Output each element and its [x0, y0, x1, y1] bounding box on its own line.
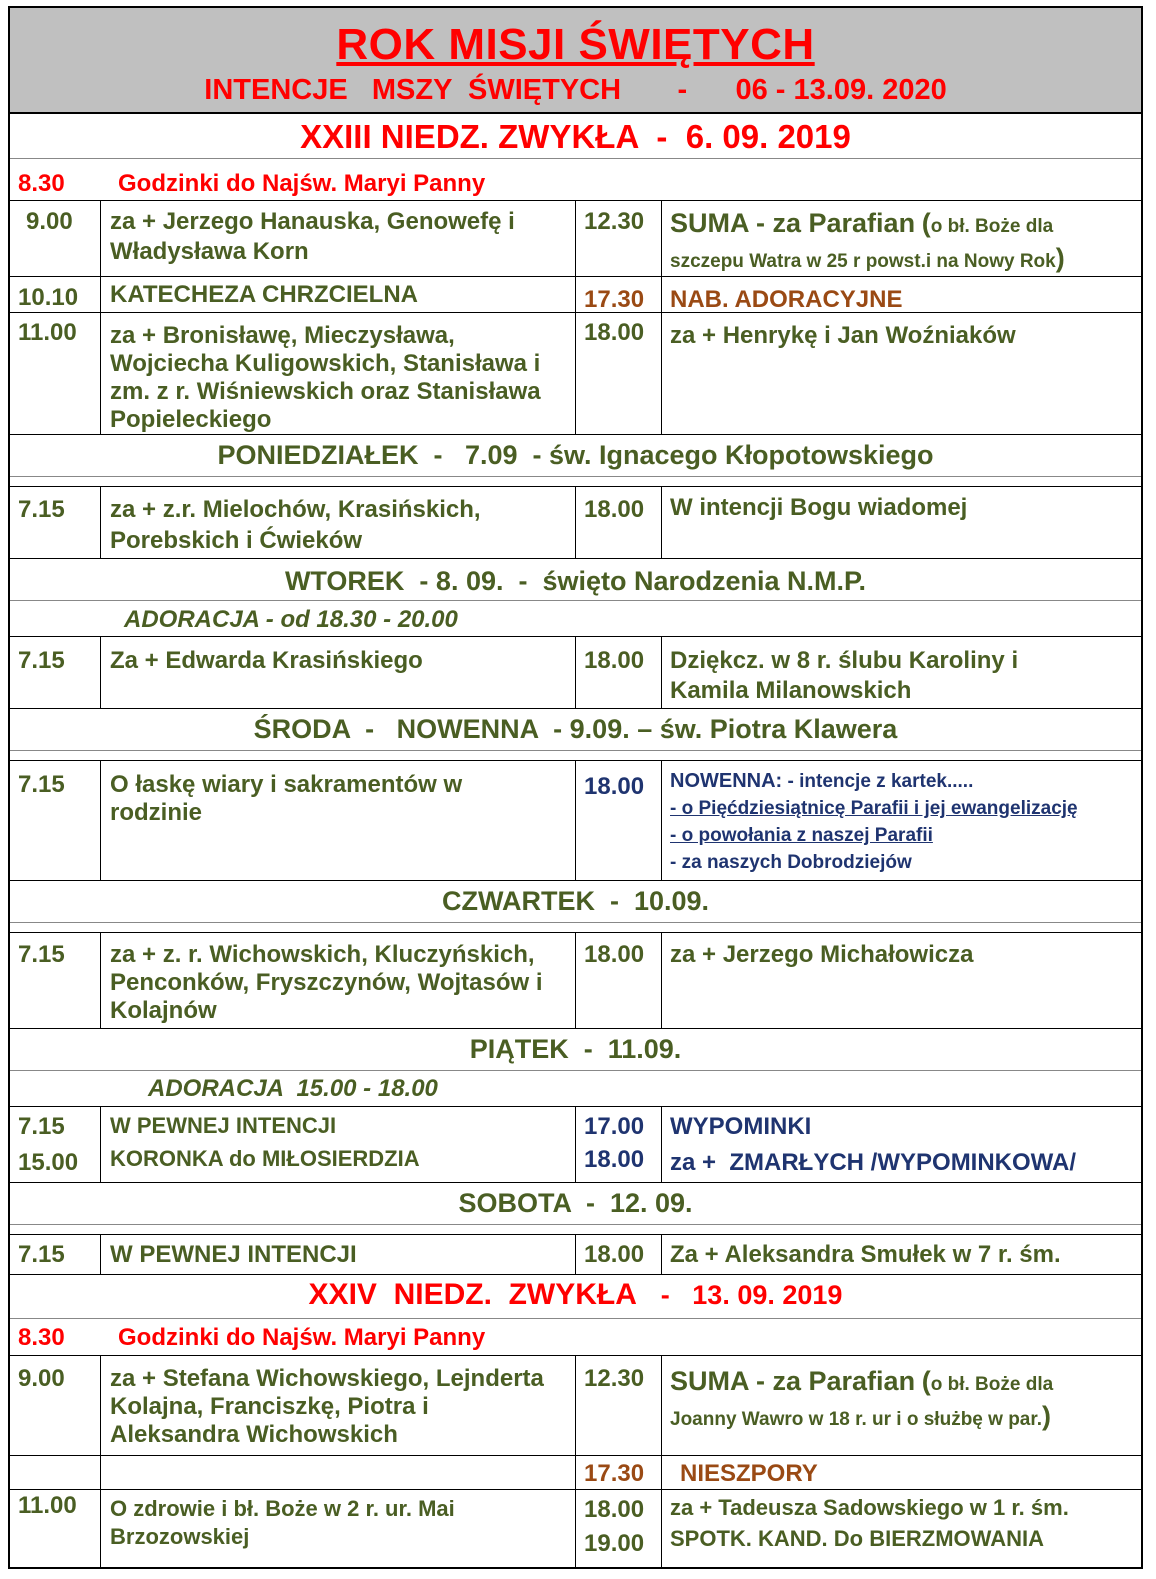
thursday-text-left-2: Penconków, Fryszczynów, Wojtasów i — [110, 969, 543, 996]
sunday2-r3-time-left: 11.00 — [18, 1492, 77, 1519]
friday-text-left-2: KORONKA do MIŁOSIERDZIA — [110, 1146, 420, 1171]
sunday2-r3-text-left-2: Brzozowskiej — [110, 1524, 250, 1549]
sunday1-r2-text-left: KATECHEZA CHRZCIELNA — [110, 281, 418, 308]
sunday2-r3-time-right-2: 19.00 — [584, 1530, 645, 1557]
wednesday-heading: ŚRODA - NOWENNA - 9.09. – św. Piotra Klawera — [253, 714, 898, 744]
sunday2-r1-text-left-3: Aleksandra Wichowskich — [110, 1421, 398, 1448]
sunday1-r1-suma-details: szczepu Watra w 25 r powst.i na Nowy Rok) — [670, 243, 1065, 273]
sunday1-r3-text-right: za + Henrykę i Jan Woźniaków — [670, 322, 1016, 349]
sunday2-r3-text-right-1: za + Tadeusza Sadowskiego w 1 r. śm. — [670, 1495, 1069, 1520]
monday-text-left-2: Porebskich i Ćwieków — [110, 527, 363, 554]
sunday1-r3-time-right: 18.00 — [584, 319, 645, 346]
sunday1-r3-time-left: 11.00 — [18, 319, 77, 346]
subtitle-dash: - — [677, 74, 688, 106]
saturday-text-right: Za + Aleksandra Smułek w 7 r. śm. — [670, 1241, 1061, 1268]
sunday2-r1-text-left-1: za + Stefana Wichowskiego, Lejnderta — [110, 1365, 544, 1392]
friday-adoracja: ADORACJA 15.00 - 18.00 — [148, 1075, 438, 1102]
monday-time-left: 7.15 — [18, 496, 65, 523]
tuesday-text-right-2: Kamila Milanowskich — [670, 677, 912, 704]
sunday2-r1-suma-details: Joanny Wawro w 18 r. ur i o służbę w par.) — [670, 1401, 1052, 1431]
tuesday-adoracja: ADORACJA - od 18.30 - 20.00 — [124, 606, 458, 633]
friday-text-right-2: za + ZMARŁYCH /WYPOMINKOWA/ — [670, 1149, 1077, 1176]
wednesday-time-right: 18.00 — [584, 773, 645, 800]
tuesday-text-right-1: Dziękcz. w 8 r. ślubu Karoliny i — [670, 647, 1019, 674]
tuesday-time-left: 7.15 — [18, 647, 65, 674]
monday-text-right: W intencji Bogu wiadomej — [670, 494, 968, 521]
sunday1-r3-text-left-1: za + Bronisławę, Mieczysława, — [110, 322, 455, 349]
thursday-text-right: za + Jerzego Michałowicza — [670, 941, 974, 968]
sunday1-r2-time-left: 10.10 — [18, 284, 79, 311]
sunday2-r3-text-left-1: O zdrowie i bł. Boże w 2 r. ur. Mai — [110, 1496, 455, 1521]
saturday-text-left: W PEWNEJ INTENCJI — [110, 1241, 357, 1268]
sunday1-r1-text-left-2: Władysława Korn — [110, 238, 309, 265]
monday-time-right: 18.00 — [584, 496, 645, 523]
sunday1-r2-time-right: 17.30 — [584, 286, 645, 313]
wednesday-nowenna-item-3: - o powołania z naszej Parafii — [670, 825, 933, 846]
sunday2-godzinki-time: 8.30 — [18, 1324, 65, 1351]
thursday-text-left-1: za + z. r. Wichowskich, Kluczyńskich, — [110, 941, 535, 968]
sunday1-r1-text-left-1: za + Jerzego Hanauska, Genowefę i — [110, 208, 515, 235]
friday-time-left-1: 7.15 — [18, 1113, 65, 1140]
sunday2-r1-time-right: 12.30 — [584, 1365, 645, 1392]
sunday1-godzinki-time: 8.30 — [18, 170, 65, 197]
schedule-frame — [8, 6, 1143, 1569]
wednesday-text-left-2: rodzinie — [110, 799, 203, 826]
friday-heading: PIĄTEK - 11.09. — [469, 1034, 682, 1064]
wednesday-time-left: 7.15 — [18, 771, 65, 798]
sunday1-r3-text-left-4: Popieleckiego — [110, 406, 272, 433]
sunday2-r1-suma: SUMA - za Parafian (o bł. Boże dla — [670, 1366, 1054, 1396]
tuesday-heading: WTOREK - 8. 09. - święto Narodzenia N.M.P. — [284, 566, 867, 596]
thursday-heading: CZWARTEK - 10.09. — [441, 886, 710, 916]
wednesday-text-left-1: O łaskę wiary i sakramentów w — [110, 771, 463, 798]
sunday2-r3-text-right-2: SPOTK. KAND. Do BIERZMOWANIA — [670, 1526, 1044, 1551]
sunday1-r3-text-left-3: zm. z r. Wiśniewskich oraz Stanisława — [110, 378, 541, 405]
page-subtitle — [10, 74, 1141, 107]
saturday-heading: SOBOTA - 12. 09. — [458, 1188, 693, 1218]
thursday-time-right: 18.00 — [584, 941, 645, 968]
sunday1-r1-suma: SUMA - za Parafian (o bł. Boże dla — [670, 208, 1054, 238]
tuesday-text-left: Za + Edwarda Krasińskiego — [110, 647, 423, 674]
saturday-time-left: 7.15 — [18, 1241, 65, 1268]
page-title: ROK MISJI ŚWIĘTYCH — [336, 20, 815, 69]
sunday2-heading: XXIV NIEDZ. ZWYKŁA - 13. 09. 2019 — [308, 1278, 843, 1311]
friday-text-left-1: W PEWNEJ INTENCJI — [110, 1113, 337, 1138]
wednesday-nowenna-item-4: - za naszych Dobrodziejów — [670, 852, 912, 873]
sunday1-r3-text-left-2: Wojciecha Kuligowskich, Stanisława i — [110, 350, 541, 377]
subtitle-dates: 06 - 13.09. 2020 — [735, 74, 947, 106]
thursday-text-left-3: Kolajnów — [110, 997, 217, 1024]
monday-text-left-1: za + z.r. Mielochów, Krasińskich, — [110, 496, 481, 523]
sunday2-r1-text-left-2: Kolajna, Franciszkę, Piotra i — [110, 1393, 429, 1420]
friday-time-right-1: 17.00 — [584, 1113, 645, 1140]
saturday-time-right: 18.00 — [584, 1241, 645, 1268]
sunday1-r1-time-right: 12.30 — [584, 208, 645, 235]
sunday2-r1-time-left: 9.00 — [18, 1365, 65, 1392]
sunday2-r2-time-right: 17.30 — [584, 1460, 645, 1487]
sunday1-godzinki-text: Godzinki do Najśw. Maryi Panny — [118, 170, 486, 197]
thursday-time-left: 7.15 — [18, 941, 65, 968]
wednesday-nowenna: NOWENNA: - intencje z kartek..... — [670, 770, 974, 792]
friday-text-right-1: WYPOMINKI — [670, 1113, 812, 1140]
title-box — [10, 8, 1141, 114]
subtitle-left: INTENCJE MSZY ŚWIĘTYCH — [204, 74, 622, 106]
tuesday-time-right: 18.00 — [584, 647, 645, 674]
sunday2-godzinki-text: Godzinki do Najśw. Maryi Panny — [118, 1324, 486, 1351]
friday-time-right-2: 18.00 — [584, 1146, 645, 1173]
sunday1-r1-time-left: 9.00 — [26, 208, 73, 235]
sunday1-heading: XXIII NIEDZ. ZWYKŁA - 6. 09. 2019 — [300, 118, 851, 155]
monday-heading: PONIEDZIAŁEK - 7.09 - św. Ignacego Kłopotowskiego — [217, 440, 934, 470]
friday-time-left-2: 15.00 — [18, 1149, 79, 1176]
wednesday-nowenna-item-2: - o Pięćdziesiątnicę Parafii i jej ewangelizację — [670, 798, 1078, 819]
sunday1-r2-text-right: NAB. ADORACYJNE — [670, 286, 903, 313]
sunday2-r3-time-right-1: 18.00 — [584, 1496, 645, 1523]
sunday2-r2-text-right: NIESZPORY — [680, 1460, 818, 1487]
